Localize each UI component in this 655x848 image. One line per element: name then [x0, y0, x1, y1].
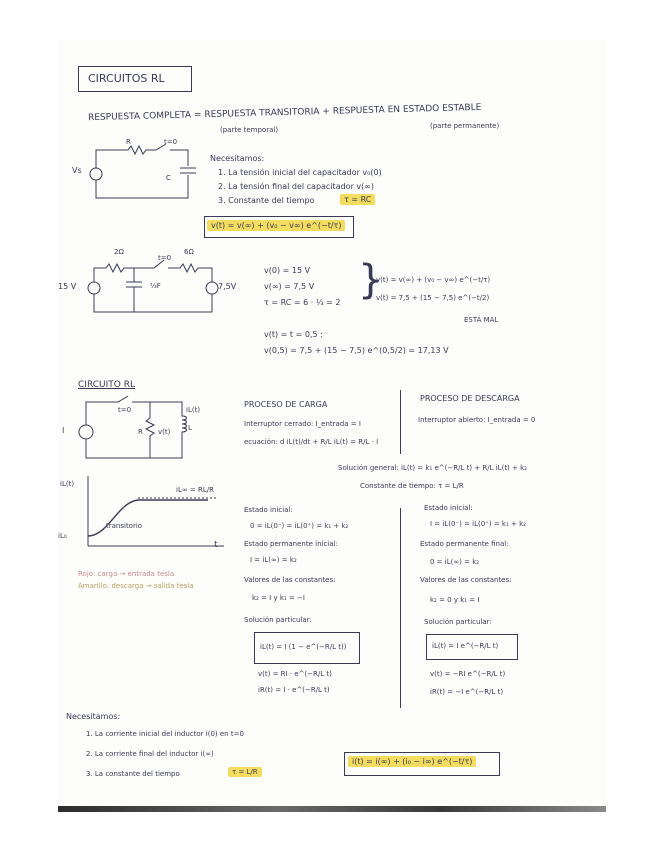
nec1-item-2: 2. La tensión final del capacitador v(∞): [218, 182, 375, 191]
carga-perm-t: Estado permanente inicial:: [244, 540, 338, 548]
column-divider-2: [400, 508, 401, 708]
descarga-perm-t: Estado permanente final:: [420, 540, 509, 548]
ex-note: ESTÁ MAL: [464, 316, 499, 324]
descarga-ini-t: Estado inicial:: [424, 504, 473, 512]
carga-perm: I = iL(∞) = k₂: [250, 556, 297, 564]
descarga-vals-t: Valores de las constantes:: [420, 576, 512, 584]
c2-v1: 15 V: [58, 282, 77, 291]
carga-vals-t: Valores de las constantes:: [244, 576, 336, 584]
graph-ylabel: iL(t): [60, 480, 75, 488]
nec1-item-1: 1. La tensión inicial del capacitador v₀(0): [218, 168, 382, 177]
il-graph: [78, 472, 228, 552]
heading: RESPUESTA COMPLETA = RESPUESTA TRANSITORIA + RESPUESTA EN ESTADO ESTABLE: [87, 102, 482, 124]
rl-source: I: [62, 426, 65, 435]
page-title: CIRCUITOS RL: [88, 72, 165, 85]
nec2-title: Necesitamos:: [66, 712, 121, 721]
c2-r1: 2Ω: [114, 248, 124, 256]
ex-r2: v(t) = 7,5 + (15 − 7,5) e^(−t/2): [376, 294, 490, 302]
formula1: v(t) = v(∞) + (v₀ − v∞) e^(−t/τ): [207, 220, 345, 231]
c2-r2: 6Ω: [184, 248, 194, 256]
nec2-item-2: 2. La corriente final del inductor i(∞): [86, 750, 214, 758]
heading-sub-left: (parte temporal): [220, 126, 279, 134]
notebook-page: [58, 40, 606, 810]
carga-v: v(t) = RI · e^(−R/L t): [258, 670, 332, 678]
nec1-tau: τ = RC: [340, 194, 375, 205]
nec1-item-3: 3. Constante del tiempo: [218, 196, 315, 205]
carga-gen: Solución general: iL(t) = k₁ e^(−R/L t) + R/L iL(t) + k₂: [338, 464, 527, 472]
descarga-ini: I = iL(0⁻) = iL(0⁺) = k₁ + k₂: [430, 520, 526, 528]
rc-circuit-1: [78, 138, 218, 208]
descarga-vals: k₂ = 0 y k₁ = I: [430, 596, 480, 604]
descarga-part: iL(t) = I e^(−R/L t): [432, 642, 499, 650]
graph-xlabel: t: [214, 540, 218, 550]
c1-switch: t=0: [164, 138, 178, 146]
descarga-perm: 0 = iL(∞) = k₂: [430, 558, 480, 566]
ex-eval-label: v(t) = t = 0,5 :: [264, 330, 323, 339]
c1-cap: C: [166, 174, 171, 182]
descarga-line1: Interruptor abierto: I_entrada = 0: [418, 416, 536, 424]
nec2-item-1: 1. La corriente inicial del inductor i(0) en t=0: [86, 730, 244, 738]
graph-trans: transitorio: [106, 522, 143, 530]
rl-switch: t=0: [118, 406, 132, 414]
graph-origin: iL₀: [58, 532, 67, 540]
carga-part: iL(t) = I (1 − e^(−R/L t)): [260, 643, 347, 651]
formula2: i(t) = i(∞) + (i₀ − i∞) e^(−t/τ): [348, 756, 476, 767]
carga-ini: 0 = iL(0⁻) = iL(0⁺) = k₁ + k₂: [250, 522, 349, 530]
c2-switch: t=0: [158, 254, 172, 262]
c2-cap: ⅓F: [150, 282, 161, 290]
ex-eq1: v(0) = 15 V: [264, 266, 311, 275]
bottom-edge-band: [58, 806, 606, 812]
carga-line1: Interruptor cerrado: I_entrada = I: [244, 420, 361, 428]
nec2-tau: τ = L/R: [228, 767, 262, 777]
ex-eq2: v(∞) = 7,5 V: [264, 282, 315, 291]
carga-line2: ecuación: d iL(t)/dt + R/L iL(t) = R/L · I: [244, 438, 379, 446]
rl-v: v(t): [158, 428, 171, 436]
carga-title: PROCESO DE CARGA: [244, 400, 328, 409]
descarga-title: PROCESO DE DESCARGA: [420, 394, 520, 403]
ex-brace: }: [358, 257, 384, 303]
carga-ir: iR(t) = I · e^(−R/L t): [258, 686, 330, 694]
carga-ini-t: Estado inicial:: [244, 506, 293, 514]
legend-2: Amarillo: descarga → salida tesla: [78, 582, 194, 590]
c1-r: R: [126, 138, 131, 146]
rl-r: R: [138, 428, 143, 436]
c2-v2: 7,5V: [218, 282, 237, 291]
nec2-item-3: 3. La constante del tiempo: [86, 770, 180, 778]
c1-vs: Vs: [72, 166, 82, 175]
nec1-title: Necesitamos:: [210, 154, 265, 163]
descarga-ir: iR(t) = −I e^(−R/L t): [430, 688, 504, 696]
graph-asym: iL∞ = RL/R: [176, 486, 214, 494]
rl-l: L: [188, 424, 192, 432]
sec2-title: CIRCUITO RL: [78, 380, 135, 390]
ex-eval: v(0,5) = 7,5 + (15 − 7,5) e^(0,5/2) = 17,13 V: [264, 346, 449, 355]
carga-vals: k₂ = I y k₁ = −I: [252, 594, 305, 602]
legend-1: Rojo: carga → entrada tesla: [78, 570, 175, 578]
carga-part-t: Solución particular:: [244, 616, 312, 624]
column-divider: [400, 390, 401, 454]
heading-sub-right: (parte permanente): [430, 122, 500, 130]
descarga-part-t: Solución particular:: [424, 618, 492, 626]
rl-circuit: [70, 392, 200, 472]
ex-eq3: τ = RC = 6 · ⅓ = 2: [264, 298, 341, 307]
carga-tau: Constante de tiempo: τ = L/R: [360, 482, 464, 490]
ex-r1: v(t) = v(∞) + (v₀ − v∞) e^(−t/τ): [376, 276, 491, 284]
descarga-v: v(t) = −RI e^(−R/L t): [430, 670, 506, 678]
rl-il: iL(t): [186, 406, 201, 414]
